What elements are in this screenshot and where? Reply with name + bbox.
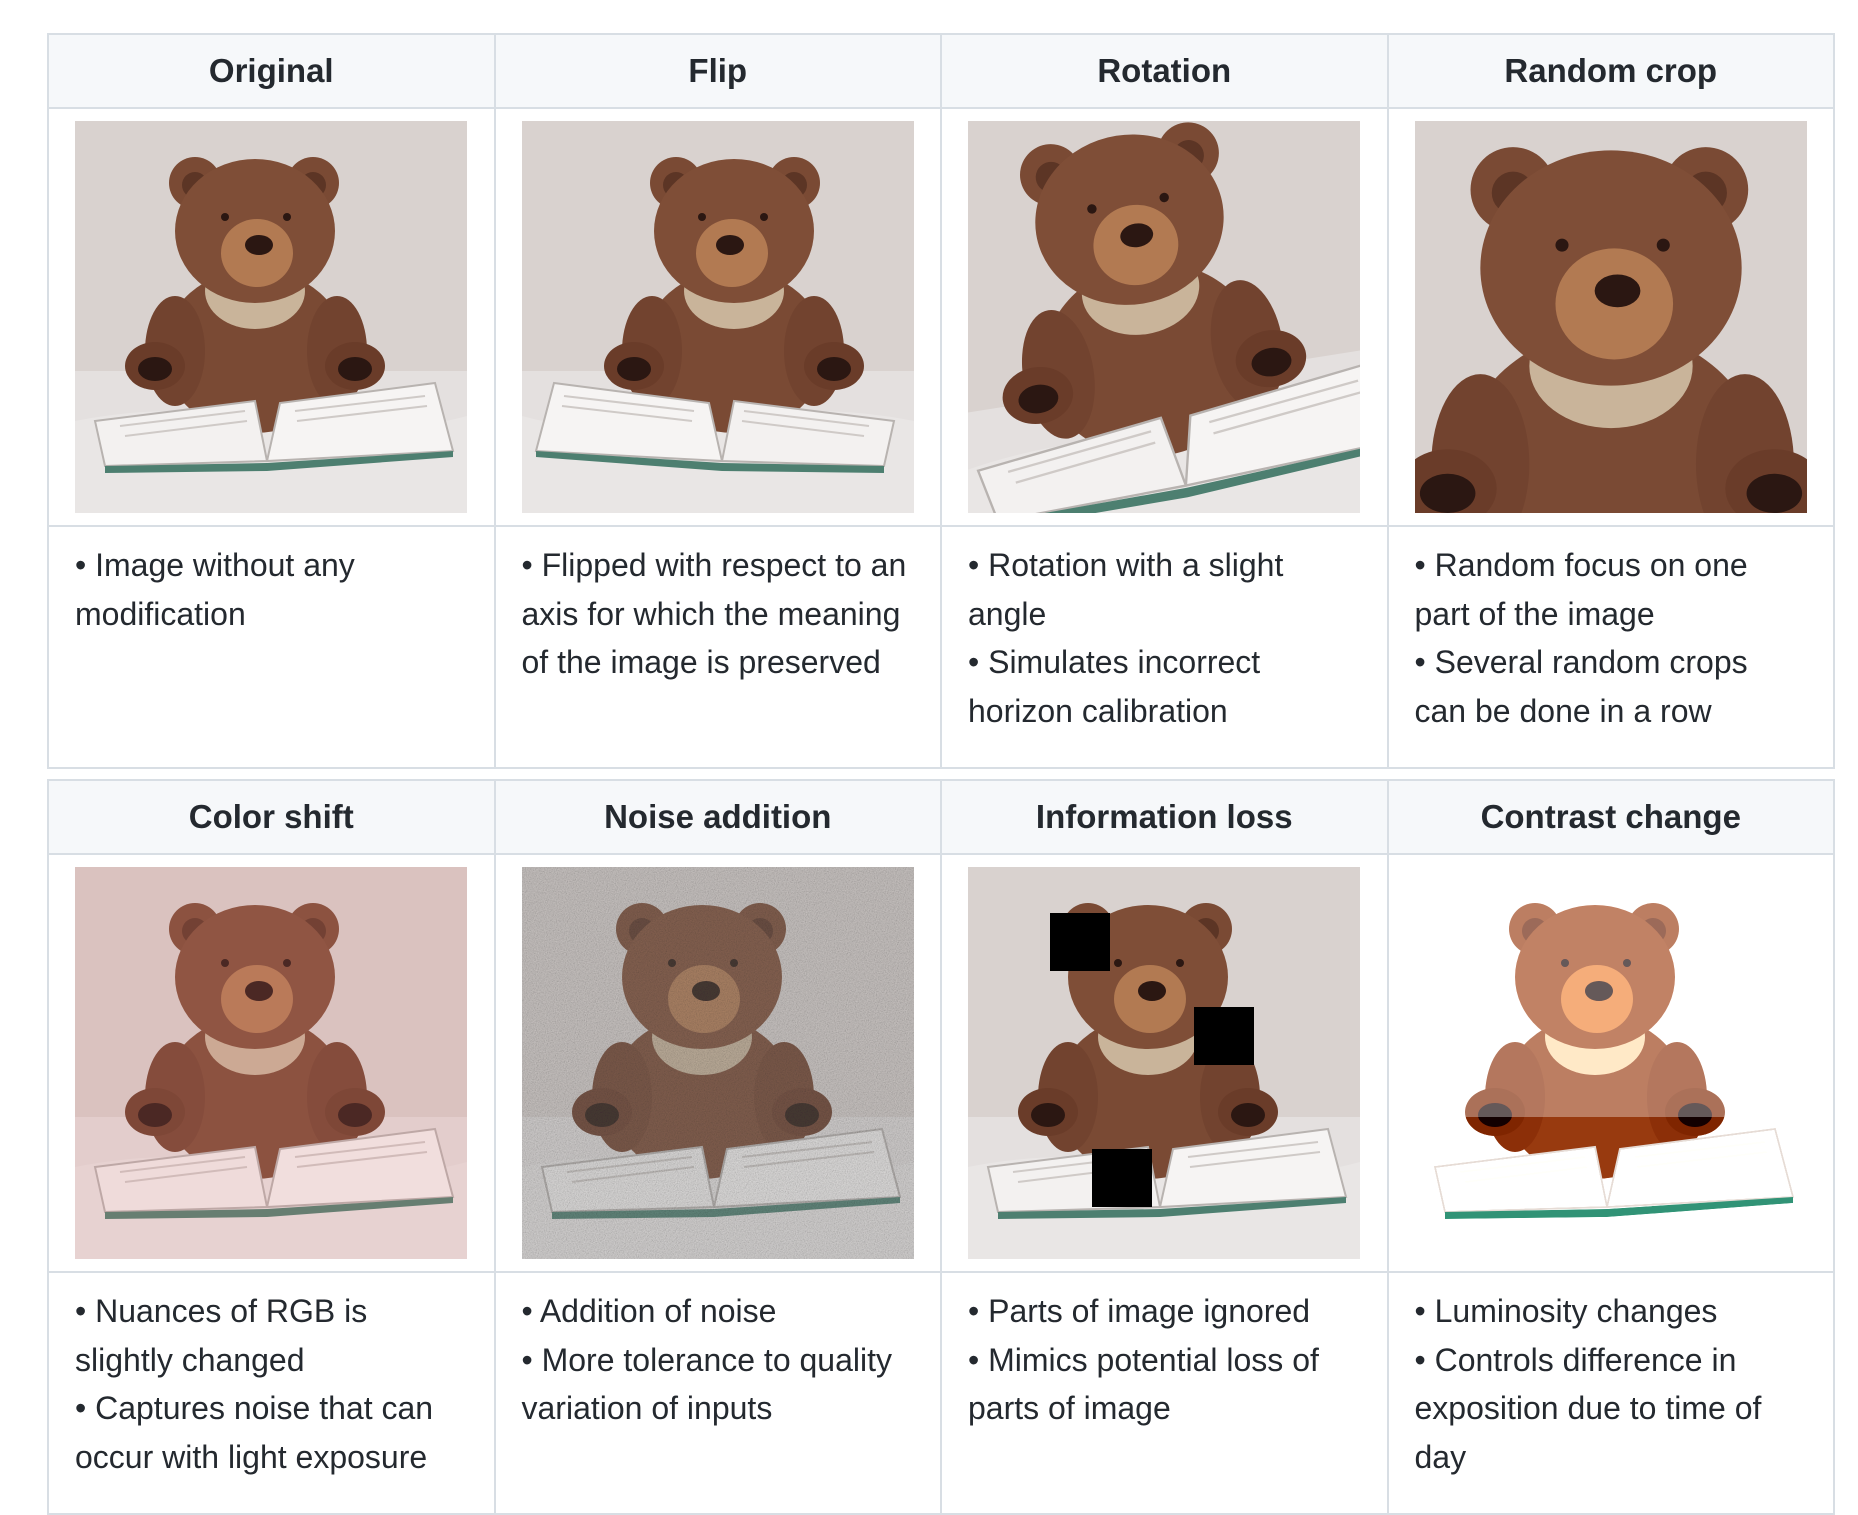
- image-cell-color-shift: [48, 854, 495, 1272]
- description-row: [48, 526, 1834, 768]
- bear-cropped-image: [1415, 121, 1807, 513]
- description-noise-addition: [495, 1272, 942, 1514]
- header-color-shift: Color shift: [48, 780, 495, 854]
- description-line: • Simulates incorrect horizon calibration: [968, 644, 1261, 729]
- header-original: Original: [48, 34, 495, 108]
- description-original: [48, 526, 495, 768]
- description-color-shift: [48, 1272, 495, 1514]
- header-information-loss: Information loss: [941, 780, 1388, 854]
- bear-contrast-image: [1415, 867, 1807, 1259]
- image-cell-information-loss: [941, 854, 1388, 1272]
- description-line: • Rotation with a slight angle: [968, 547, 1284, 632]
- bear-color-shift-image: [75, 867, 467, 1259]
- header-row: [48, 780, 1834, 854]
- description-rotation: [941, 526, 1388, 768]
- occlusion-box: [1194, 1007, 1254, 1065]
- header-noise-addition: Noise addition: [495, 780, 942, 854]
- description-flip: [495, 526, 942, 768]
- description-line: • Several random crops can be done in a row: [1414, 644, 1748, 729]
- occlusion-box: [1050, 913, 1110, 971]
- description-line: • More tolerance to quality variation of inputs: [521, 1341, 892, 1426]
- description-line: • Controls difference in exposition due to time of day: [1414, 1341, 1762, 1475]
- description-line: • Mimics potential loss of parts of image: [968, 1341, 1319, 1426]
- description-line: • Addition of noise: [521, 1293, 777, 1329]
- image-cell-rotation: [941, 108, 1388, 526]
- description-information-loss: [941, 1272, 1388, 1514]
- header-rotation: Rotation: [941, 34, 1388, 108]
- description-line: • Parts of image ignored: [968, 1293, 1311, 1329]
- header-contrast-change: Contrast change: [1388, 780, 1835, 854]
- description-row: [48, 1272, 1834, 1514]
- image-cell-original: [48, 108, 495, 526]
- description-contrast-change: [1388, 1272, 1835, 1514]
- image-row: [48, 108, 1834, 526]
- bear-original-image: [75, 121, 467, 513]
- image-cell-contrast-change: [1388, 854, 1835, 1272]
- header-row: [48, 34, 1834, 108]
- header-flip: Flip: [495, 34, 942, 108]
- description-random-crop: [1388, 526, 1835, 768]
- image-row: [48, 854, 1834, 1272]
- occlusion-box: [1092, 1149, 1152, 1207]
- augmentation-table-top: [47, 33, 1835, 769]
- bear-flipped-image: [522, 121, 914, 513]
- bear-information-loss-image: [968, 867, 1360, 1259]
- description-line: • Random focus on one part of the image: [1414, 547, 1748, 632]
- augmentation-table-bottom: [47, 779, 1835, 1515]
- bear-rotated-image: [968, 121, 1360, 513]
- image-cell-flip: [495, 108, 942, 526]
- image-cell-random-crop: [1388, 108, 1835, 526]
- description-line: • Luminosity changes: [1414, 1293, 1718, 1329]
- description-line: • Nuances of RGB is slightly changed: [75, 1293, 368, 1378]
- bear-noise-image: [522, 867, 914, 1259]
- description-line: • Image without any modification: [75, 547, 355, 632]
- description-line: • Captures noise that can occur with light exposure: [75, 1390, 434, 1475]
- header-random-crop: Random crop: [1388, 34, 1835, 108]
- image-cell-noise-addition: [495, 854, 942, 1272]
- description-line: • Flipped with respect to an axis for which the meaning of the image is preserved: [521, 547, 907, 680]
